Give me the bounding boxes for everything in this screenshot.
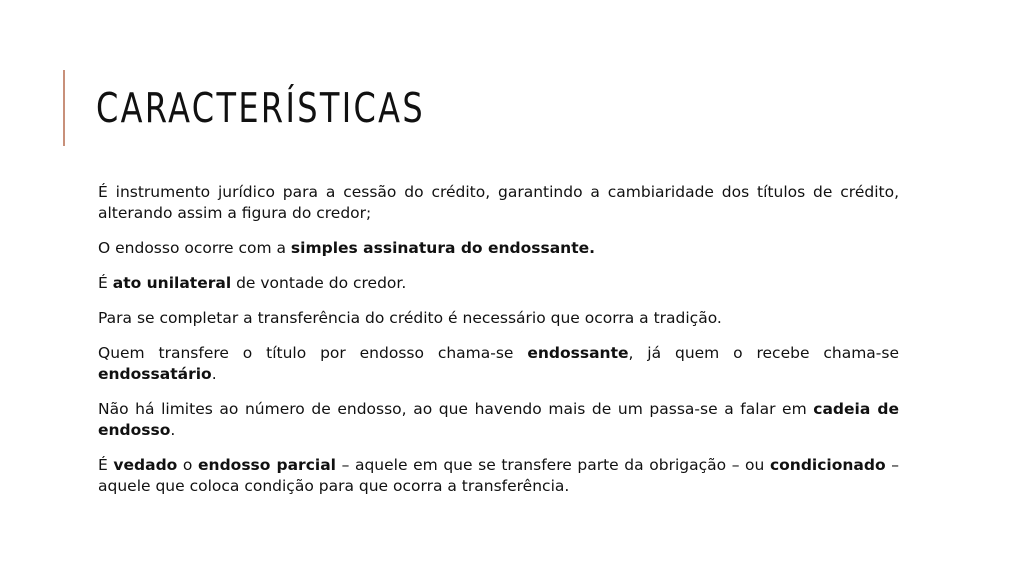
paragraph-text: Quem transfere o título por endosso chama-se: [98, 344, 528, 362]
emphasized-text: endosso parcial: [198, 456, 336, 474]
bullet-paragraph: [98, 308, 899, 329]
paragraph-text: O endosso ocorre com a: [98, 239, 291, 257]
bullet-paragraph: [98, 343, 899, 385]
paragraph-text: – aquele em que se transfere parte da obrigação – ou: [335, 456, 770, 474]
paragraph-text: de vontade do credor.: [231, 274, 407, 292]
emphasized-text: condicionado: [769, 456, 886, 474]
paragraph-text: o: [177, 456, 199, 474]
emphasized-text: simples assinatura do endossante.: [290, 239, 596, 257]
paragraph-text: .: [211, 365, 217, 383]
emphasized-text: endossante: [527, 344, 629, 362]
paragraph-text: , já quem o recebe chama-se: [628, 344, 899, 362]
bullet-paragraph: [98, 182, 899, 224]
paragraph-text: Não há limites ao número de endosso, ao que havendo mais de um passa-se a falar em: [98, 400, 814, 418]
emphasized-text: ato unilateral: [112, 274, 232, 292]
bullet-paragraph: [98, 455, 899, 497]
slide-title: CARACTERÍSTICAS: [96, 84, 426, 132]
bullet-paragraph: [98, 238, 899, 259]
emphasized-text: vedado: [113, 456, 178, 474]
bullet-paragraph: [98, 273, 899, 294]
paragraph-text: .: [170, 421, 176, 439]
paragraph-text: Para se completar a transferência do crédito é necessário que ocorra a tradição.: [98, 309, 722, 327]
title-accent-bar: [63, 70, 65, 146]
paragraph-text: É instrumento jurídico para a cessão do crédito, garantindo a cambiaridade dos títulos de crédito, alterando assim a figura do credor;: [98, 183, 899, 222]
paragraph-text: É: [98, 456, 114, 474]
emphasized-text: cadeia de endosso: [98, 400, 899, 439]
paragraph-text: É: [98, 274, 113, 292]
emphasized-text: endossatário: [98, 365, 212, 383]
bullet-paragraph: [98, 399, 899, 441]
slide-body: [98, 182, 899, 511]
paragraph-text: – aquele que coloca condição para que ocorra a transferência.: [98, 456, 899, 495]
